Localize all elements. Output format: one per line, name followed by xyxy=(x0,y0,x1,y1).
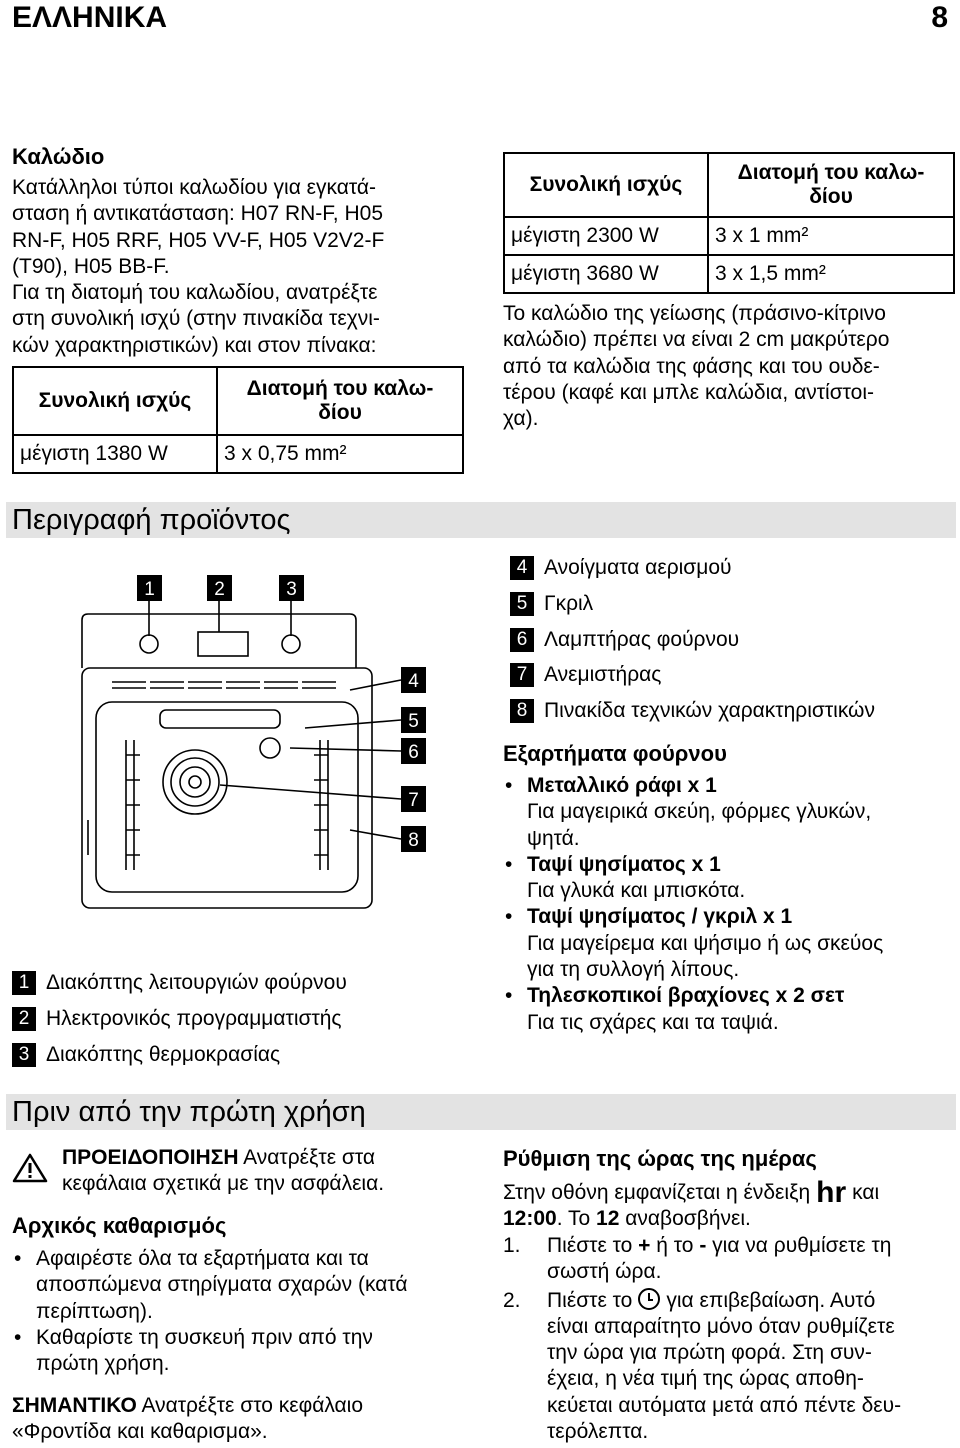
text-span: Πιέστε το xyxy=(547,1234,639,1257)
text-line: Για τη διατομή του καλωδίου, ανατρέξτε xyxy=(12,281,378,305)
text-line: σωστή ώρα. xyxy=(547,1260,662,1284)
text-line: χα). xyxy=(503,407,539,431)
warning-rest: Ανατρέξτε στα xyxy=(238,1146,376,1169)
step-number: 2. xyxy=(503,1288,521,1312)
text-span: . Το xyxy=(556,1207,597,1231)
important-note xyxy=(12,1393,472,1446)
accessory-name: • Ταψί ψησίματος / γκριλ x 1 xyxy=(527,905,793,929)
hr-display-icon: hr xyxy=(816,1176,847,1209)
legend-text: Γκριλ xyxy=(544,592,594,615)
legend-number: 1 xyxy=(12,971,36,995)
legend-item xyxy=(510,555,732,581)
table-cell: 3 x 1 mm² xyxy=(708,217,954,255)
callout-label: 3 xyxy=(286,579,297,600)
legend-item xyxy=(12,1006,342,1032)
legend-text: Ανεμιστήρας xyxy=(544,663,662,686)
cable-title: Καλώδιο xyxy=(12,144,105,169)
text-line xyxy=(547,1288,955,1314)
legend-item xyxy=(510,627,739,653)
text-line: • Καθαρίστε τη συσκευή πριν από την xyxy=(36,1325,373,1349)
legend-item xyxy=(510,591,593,617)
list-item xyxy=(503,773,955,852)
table-header: Συνολική ισχύς xyxy=(13,367,217,435)
text-span: ή το xyxy=(650,1234,700,1257)
legend-text: Πινακίδα τεχνικών χαρακτηριστικών xyxy=(544,699,875,722)
text-line: RN-F, H05 RRF, H05 VV-F, H05 V2V2-F xyxy=(12,228,385,252)
text-span: και xyxy=(852,1181,880,1204)
page-number: 8 xyxy=(931,1,948,34)
text-line xyxy=(503,1176,955,1209)
text-line: • Αφαιρέστε όλα τα εξαρτήματα και τα xyxy=(36,1247,369,1270)
cable-table-small xyxy=(12,366,464,474)
text-span: Πιέστε το xyxy=(547,1288,633,1312)
text-span: για επιβεβαίωση. Αυτό xyxy=(666,1288,876,1312)
accessory-name: • Μεταλλικό ράφι x 1 xyxy=(527,774,717,797)
clock-icon xyxy=(638,1288,660,1310)
list-item xyxy=(503,852,955,905)
cleaning-list xyxy=(12,1246,472,1377)
legend-item xyxy=(510,662,661,688)
table-cell: μέγιστη 1380 W xyxy=(13,435,217,473)
minus-key: - xyxy=(699,1234,707,1257)
text-line: Κατάλληλοι τύποι καλωδίου για εγκατά- xyxy=(12,176,377,199)
table-header xyxy=(708,153,954,217)
callout-label: 1 xyxy=(144,579,155,600)
table-header: Συνολική ισχύς xyxy=(504,153,708,217)
warning-line: κεφάλαια σχετικά με την ασφάλεια. xyxy=(62,1172,385,1196)
oven-diagram xyxy=(60,570,440,930)
text-line: είναι απαραίτητο μόνο όταν ρυθμίζετε xyxy=(547,1314,895,1338)
text-line: αποσπώμενα στηρίγματα σχαρών (κατά xyxy=(36,1273,408,1297)
legend-text: Ηλεκτρονικός προγραμματιστής xyxy=(46,1007,342,1030)
time-steps xyxy=(503,1233,955,1445)
important-line xyxy=(12,1393,472,1419)
accessory-desc: Για μαγείρεμα και ψήσιμο ή ως σκεύος xyxy=(527,931,884,955)
text-line xyxy=(547,1233,955,1259)
legend-text: Λαμπτήρας φούρνου xyxy=(544,628,740,651)
accessory-desc: Για μαγειρικά σκεύη, φόρμες γλυκών, xyxy=(527,800,872,824)
header-line: Διατομή του καλω- xyxy=(246,377,434,400)
text-line: στη συνολική ισχύ (στην πινακίδα τεχνι- xyxy=(12,307,380,331)
callout-label: 8 xyxy=(408,830,419,851)
text-line: Το καλώδιο της γείωσης (πράσινο-κίτρινο xyxy=(503,302,886,325)
table-cell: μέγιστη 2300 W xyxy=(504,217,708,255)
list-item xyxy=(12,1325,472,1378)
step-number: 1. xyxy=(503,1234,521,1257)
callout-label: 6 xyxy=(408,742,419,763)
callout-label: 2 xyxy=(214,579,225,600)
legend-number: 7 xyxy=(510,663,534,687)
list-item xyxy=(503,1288,955,1446)
legend-number: 8 xyxy=(510,699,534,723)
accessory-desc: ψητά. xyxy=(527,826,580,850)
legend-number: 2 xyxy=(12,1007,36,1031)
text-line: πρώτη χρήση. xyxy=(36,1352,170,1376)
callout-label: 5 xyxy=(408,711,419,732)
accessory-name: • Ταψί ψησίματος x 1 xyxy=(527,852,721,876)
accessory-desc: για τη συλλογή λίπους. xyxy=(527,958,740,982)
legend-number: 4 xyxy=(510,556,534,580)
plus-key: + xyxy=(638,1234,651,1257)
section-title-product: Περιγραφή προϊόντος xyxy=(6,502,956,538)
legend-text: Διακόπτης θερμοκρασίας xyxy=(46,1043,281,1066)
legend-number: 3 xyxy=(12,1043,36,1067)
text-span: για να ρυθμίσετε τη xyxy=(706,1234,892,1257)
callout-label: 4 xyxy=(408,671,419,692)
accessories-list xyxy=(503,773,955,1036)
table-cell: 3 x 0,75 mm² xyxy=(217,435,463,473)
table-cell: μέγιστη 3680 W xyxy=(504,255,708,293)
important-line: «Φροντίδα και καθαρισμα». xyxy=(12,1420,268,1444)
section-title-first-use: Πριν από την πρώτη χρήση xyxy=(6,1094,956,1130)
text-line xyxy=(503,1206,955,1232)
list-item xyxy=(503,904,955,983)
warning-label: ΠΡΟΕΙΔΟΠΟΙΗΣΗ xyxy=(62,1146,239,1169)
legend-number: 5 xyxy=(510,592,534,616)
text-line: έχεια, η νέα τιμή της ώρας αποθη- xyxy=(547,1367,864,1391)
important-rest: Ανατρέξτε στο κεφάλαιο xyxy=(136,1394,363,1417)
text-line: από τα καλώδια της φάσης και του ουδε- xyxy=(503,354,880,378)
text-line: τερόλεπτα. xyxy=(547,1420,649,1444)
text-line: (T90), H05 BB-F. xyxy=(12,254,170,278)
time-intro xyxy=(503,1176,955,1233)
accessory-desc: Για τις σχάρες και τα ταψιά. xyxy=(527,1010,779,1034)
time-title: Ρύθμιση της ώρας της ημέρας xyxy=(503,1146,817,1171)
list-item xyxy=(12,1246,472,1325)
list-item xyxy=(503,983,955,1036)
accessories-title: Εξαρτήματα φούρνου xyxy=(503,741,727,766)
legend-item xyxy=(12,1042,280,1068)
text-line: τέρου (καφέ και μπλε καλώδια, αντίστοι- xyxy=(503,380,874,404)
cable-table-large xyxy=(503,152,955,294)
legend-item xyxy=(510,698,875,724)
text-line: σταση ή αντικατάσταση: H07 RN-F, H05 xyxy=(12,202,383,226)
text-span: αναβοσβήνει. xyxy=(619,1207,751,1231)
text-span: Στην οθόνη εμφανίζεται η ένδειξη xyxy=(503,1181,811,1204)
list-item xyxy=(503,1233,955,1286)
header-line: Διατομή του καλω- xyxy=(737,161,925,184)
callout-label: 7 xyxy=(408,790,419,811)
time-value: 12 xyxy=(596,1207,620,1231)
table-header xyxy=(217,367,463,435)
text-line: περίπτωση). xyxy=(36,1299,153,1323)
warning-icon xyxy=(12,1152,48,1184)
cable-intro xyxy=(12,175,472,359)
header-line: δίου xyxy=(318,401,362,424)
language-header: ΕΛΛΗΝΙΚΑ xyxy=(12,1,168,34)
important-label: ΣΗΜΑΝΤΙΚΟ xyxy=(12,1394,137,1417)
text-line: κεύεται αυτόματα μετά από πέντε δευ- xyxy=(547,1393,902,1417)
text-line: την ώρα για πρώτη φορά. Στη συν- xyxy=(547,1341,872,1365)
legend-text: Ανοίγματα αερισμού xyxy=(544,556,732,579)
header-line: δίου xyxy=(809,185,853,208)
table-cell: 3 x 1,5 mm² xyxy=(708,255,954,293)
legend-item xyxy=(12,970,347,996)
ground-note xyxy=(503,301,955,432)
text-line: καλώδιο) πρέπει να είναι 2 cm μακρύτερο xyxy=(503,328,890,352)
accessory-name: • Τηλεσκοπικοί βραχίονες x 2 σετ xyxy=(527,984,845,1008)
warning-text xyxy=(62,1145,472,1198)
accessory-desc: Για γλυκά και μπισκότα. xyxy=(527,879,746,903)
legend-text: Διακόπτης λειτουργιών φούρνου xyxy=(46,971,347,994)
time-value: 12:00 xyxy=(503,1207,557,1231)
text-line: κών χαρακτηριστικών) και στον πίνακα: xyxy=(12,333,377,357)
warning-line xyxy=(62,1145,472,1171)
legend-number: 6 xyxy=(510,628,534,652)
cleaning-title: Αρχικός καθαρισμός xyxy=(12,1213,227,1238)
